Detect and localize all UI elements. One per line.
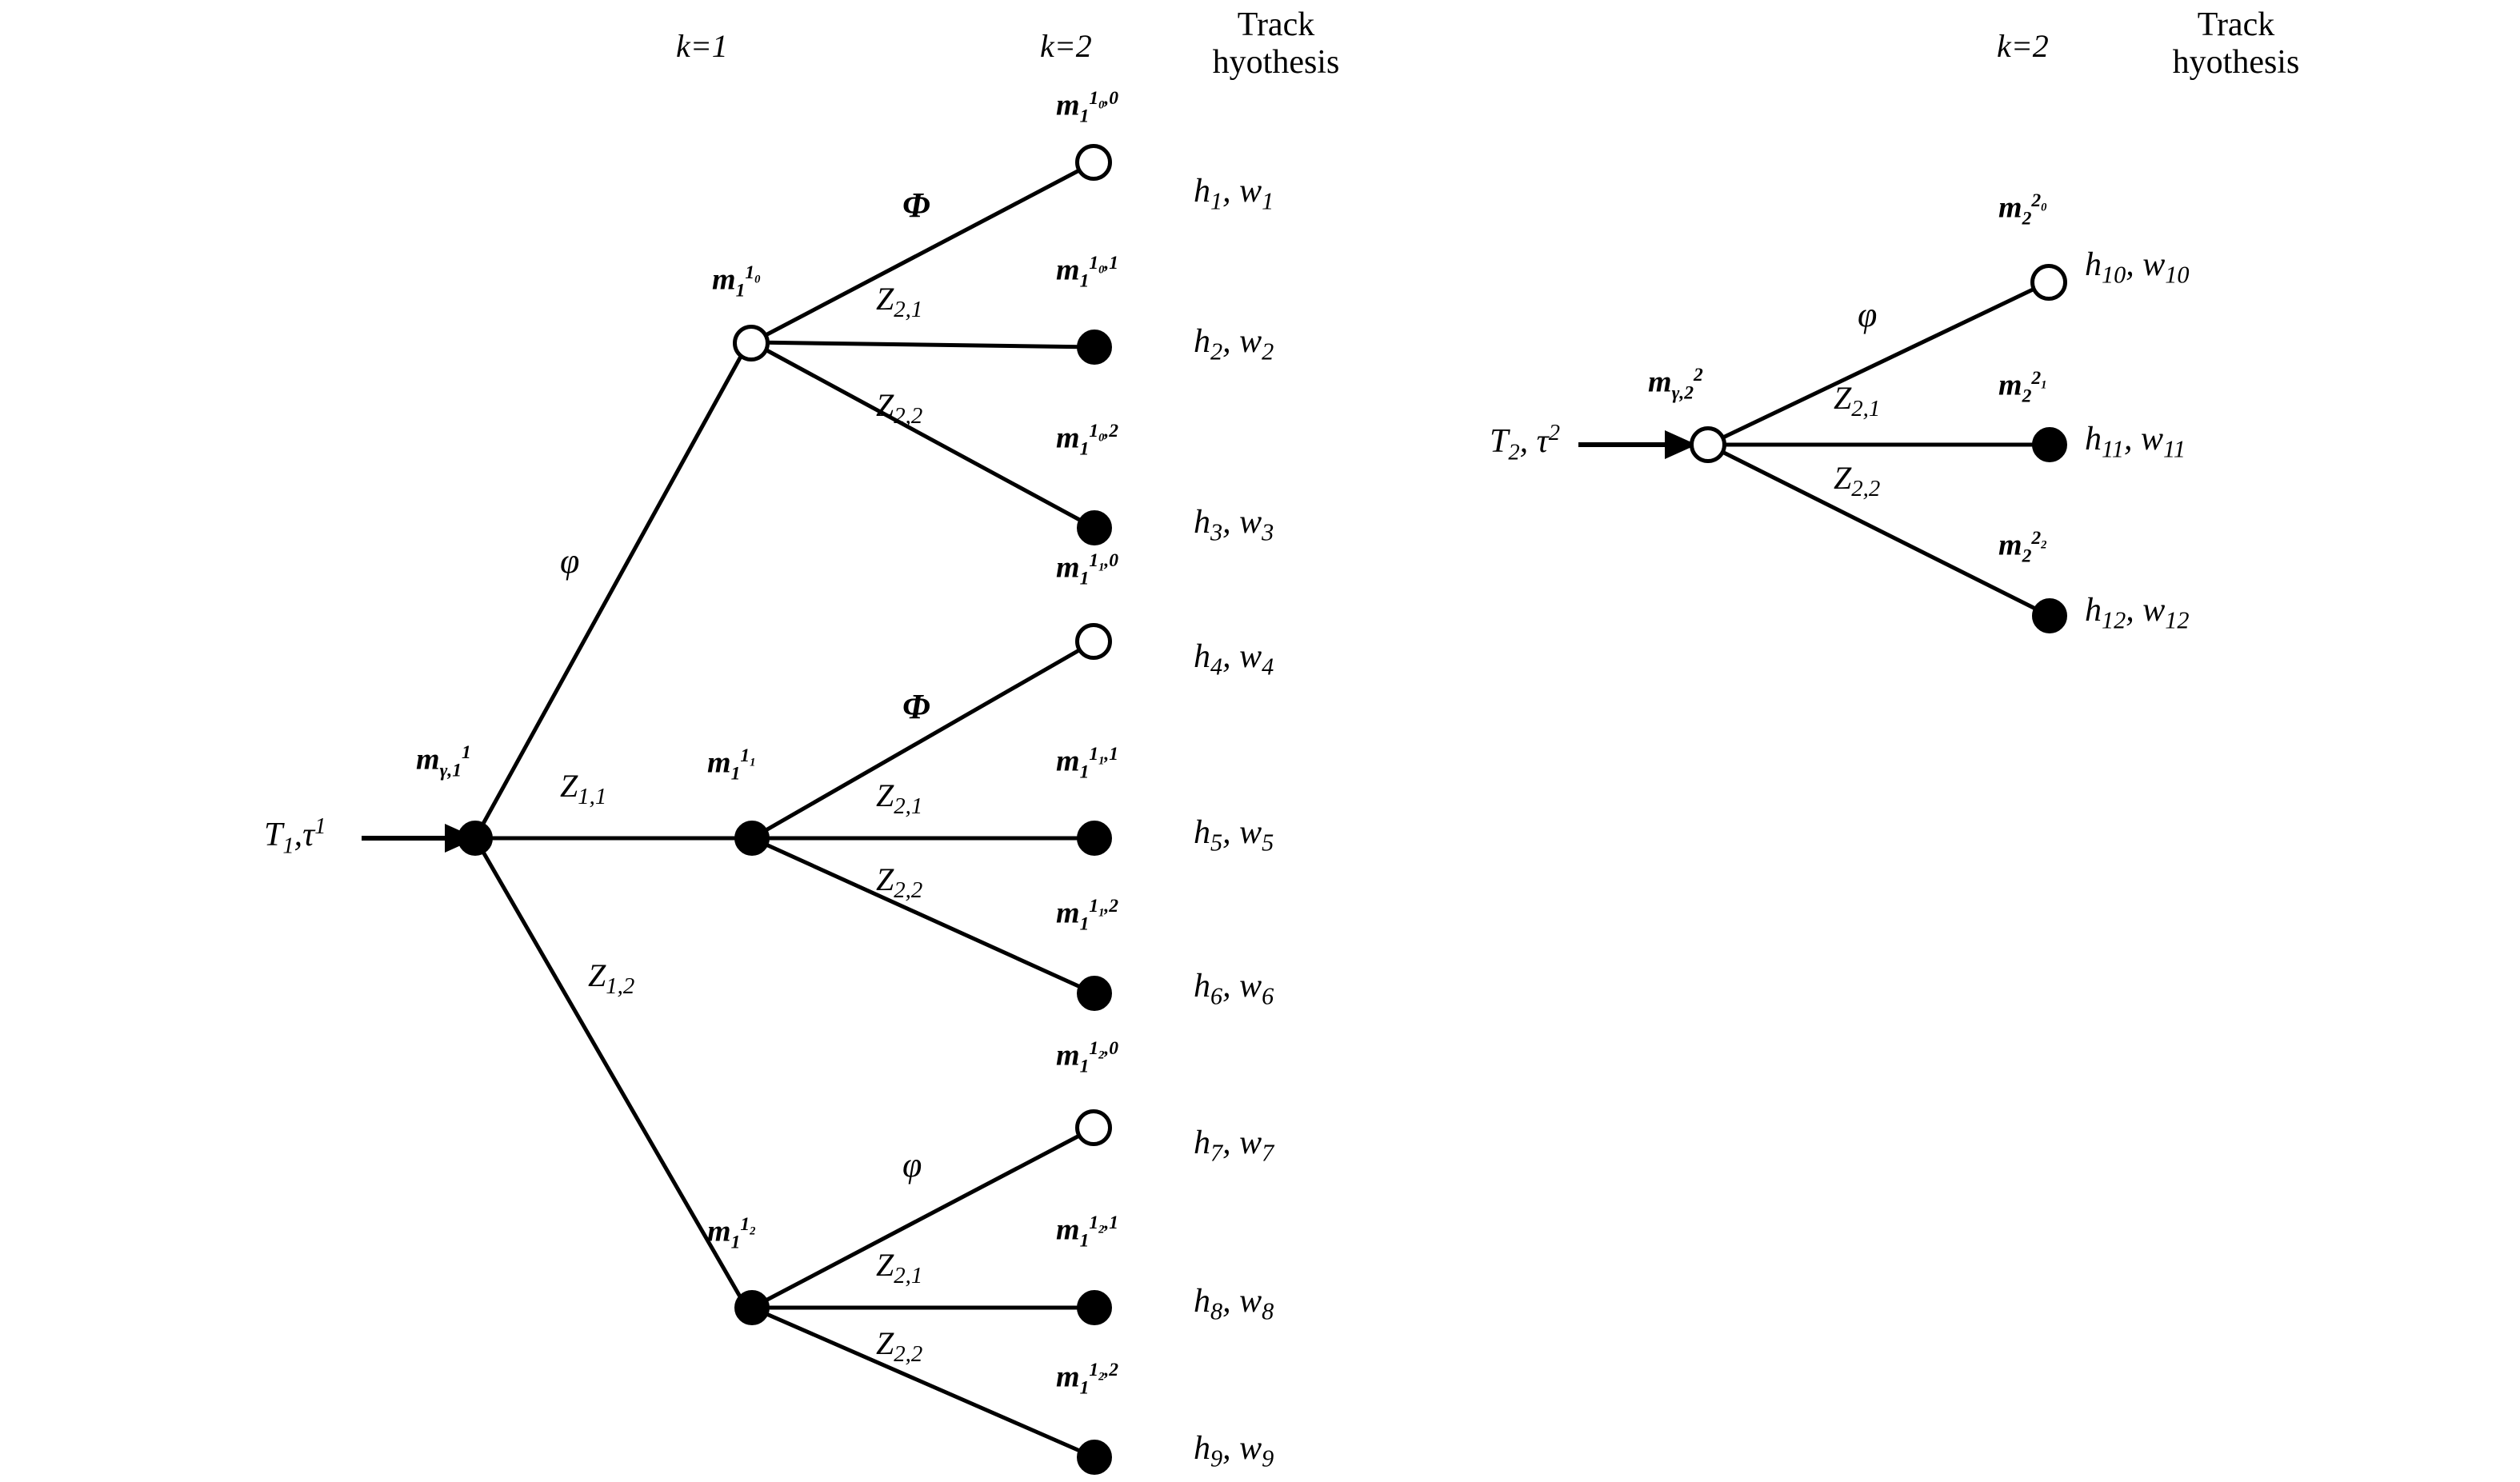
left-hypothesis-label-3: $h_4$, $w_4$	[1194, 638, 1274, 681]
left-root-edge-label-2: $Z_{1,2}$	[588, 957, 635, 999]
right-level1-edge-label-2: $Z_{2,2}$	[1834, 460, 1881, 501]
right-level1-edge-label-0: φ	[1858, 295, 1878, 334]
left-level2-node-3	[1075, 623, 1112, 660]
right-track-hypothesis-header	[2120, 6, 2352, 82]
left-level2-node-1	[1077, 330, 1112, 365]
left-level2-node-5	[1077, 976, 1112, 1011]
left-level2-edge-label-7: $Z_{2,1}$	[876, 1247, 923, 1288]
right-level1-node-2	[2032, 598, 2067, 633]
left-root-node-label: $m_{\gamma,1}^1$	[416, 742, 471, 781]
left-hypothesis-label-8: $h_9$, $w_9$	[1194, 1430, 1274, 1472]
left-level2-node-label-5: $m_1^{1_1,2}$	[1056, 896, 1119, 935]
left-level2-node-label-1: $m_1^{1_0,1}$	[1056, 253, 1119, 292]
left-level2-node-8	[1077, 1440, 1112, 1475]
left-hypothesis-label-2: $h_3$, $w_3$	[1194, 504, 1274, 546]
left-hypothesis-label-5: $h_6$, $w_6$	[1194, 968, 1274, 1010]
left-level2-node-label-0: $m_1^{1_0,0}$	[1056, 88, 1119, 127]
left-level2-edge-label-8: $Z_{2,2}$	[876, 1325, 923, 1367]
left-hypothesis-label-0: $h_1$, $w_1$	[1194, 173, 1274, 215]
left-hypothesis-label-4: $h_5$, $w_5$	[1194, 814, 1274, 857]
right-level1-edge-label-1: $Z_{2,1}$	[1834, 380, 1881, 421]
left-hypothesis-label-6: $h_7$, $w_7$	[1194, 1124, 1274, 1167]
right-hypothesis-label-0: $h_{10}$, $w_{10}$	[2085, 246, 2190, 289]
left-level2-node-label-6: $m_1^{1_2,0}$	[1056, 1038, 1119, 1077]
left-level1-node-2	[734, 1290, 770, 1325]
right-level1-node-label-0: $m_2^{2_0}$	[1998, 190, 2047, 230]
left-level2-node-0	[1075, 144, 1112, 181]
right-track-hypothesis-line2: hyothesis	[2172, 44, 2300, 82]
left-tree-k1-header: k=1	[676, 28, 728, 64]
right-root-node	[1690, 426, 1726, 463]
left-level2-edge-label-4: $Z_{2,1}$	[876, 777, 923, 819]
left-level2-node-label-7: $m_1^{1_2,1}$	[1056, 1212, 1119, 1252]
left-level2-edge-label-3: Φ	[902, 687, 930, 726]
right-tree-k2-header: k=2	[1997, 28, 2049, 64]
right-hypothesis-label-1: $h_{11}$, $w_{11}$	[2085, 421, 2186, 463]
left-tree-k2-header: k=2	[1040, 28, 1092, 64]
left-level2-edge-label-5: $Z_{2,2}$	[876, 861, 923, 903]
left-level2-edge-label-1: $Z_{2,1}$	[876, 281, 923, 322]
left-root-edge-label-0: φ	[560, 541, 580, 581]
left-level2-node-label-2: $m_1^{1_0,2}$	[1056, 421, 1119, 460]
left-level2-edge-label-2: $Z_{2,2}$	[876, 387, 923, 429]
left-level2-edge-label-6: φ	[902, 1145, 922, 1184]
left-track-hypothesis-header	[1160, 6, 1392, 82]
left-root-node	[458, 821, 493, 856]
left-root-input-label: $T_1,\tau^1$	[264, 814, 326, 859]
right-level1-node-label-2: $m_2^{2_2}$	[1998, 528, 2047, 567]
left-root-edge-label-1: $Z_{1,1}$	[560, 768, 607, 809]
right-level1-node-1	[2032, 427, 2067, 462]
right-root-input-label: $T_2$, $\tau^2$	[1490, 421, 1560, 465]
left-hypothesis-label-7: $h_8$, $w_8$	[1194, 1283, 1274, 1325]
left-level2-edge-label-0: Φ	[902, 186, 930, 225]
left-level2-node-6	[1075, 1109, 1112, 1146]
left-level1-node-label-2: $m_1^{1_2}$	[707, 1214, 756, 1253]
left-level2-node-2	[1077, 510, 1112, 545]
left-level1-node-0	[733, 325, 770, 362]
right-level1-node-0	[2030, 264, 2067, 301]
left-level1-node-label-1: $m_1^{1_1}$	[707, 745, 756, 785]
left-level2-node-label-8: $m_1^{1_2,2}$	[1056, 1360, 1119, 1399]
left-track-hypothesis-line2: hyothesis	[1212, 44, 1340, 82]
left-hypothesis-label-1: $h_2$, $w_2$	[1194, 323, 1274, 366]
left-level2-node-label-3: $m_1^{1_1,0}$	[1056, 550, 1119, 589]
right-level1-node-label-1: $m_2^{2_1}$	[1998, 368, 2047, 407]
left-level2-node-7	[1077, 1290, 1112, 1325]
right-track-hypothesis-line1: Track	[2197, 6, 2275, 43]
right-hypothesis-label-2: $h_{12}$, $w_{12}$	[2085, 592, 2190, 634]
left-level1-node-label-0: $m_1^{1_0}$	[712, 262, 761, 302]
left-level2-node-4	[1077, 821, 1112, 856]
left-track-hypothesis-line1: Track	[1237, 6, 1315, 43]
left-level2-node-label-4: $m_1^{1_1,1}$	[1056, 744, 1119, 783]
right-root-node-label: $m_{\gamma,2}^2$	[1648, 365, 1703, 404]
left-level1-node-1	[734, 821, 770, 856]
